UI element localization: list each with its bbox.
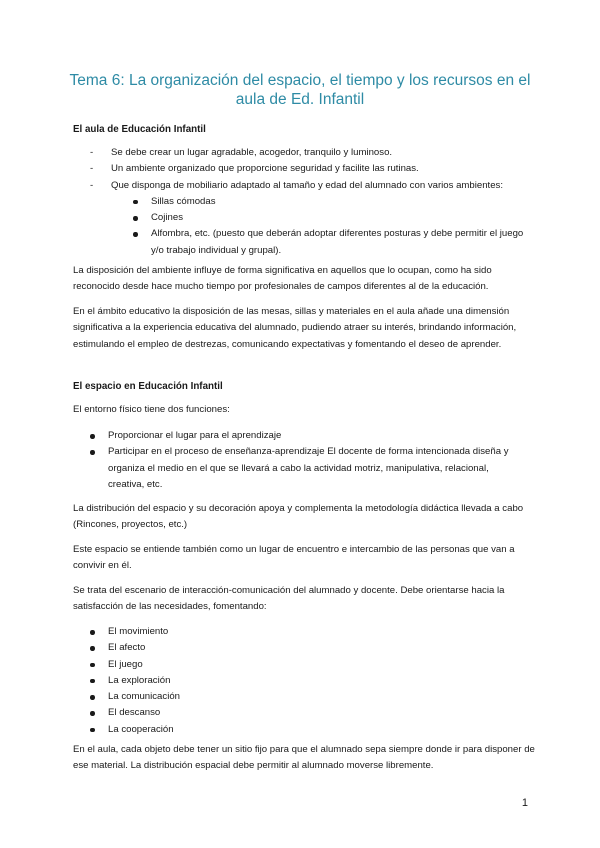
list-item: Proporcionar el lugar para el aprendizaje [90, 428, 520, 444]
page-title: Tema 6: La organización del espacio, el tiempo y los recursos en el aula de Ed. Infantil [69, 72, 531, 108]
list-item: Participar en el proceso de enseñanza-aprendizaje El docente de forma intencionada diseña y organiza el medio en el que se llevará a cabo la actividad motriz, manipulativa, relacional, creativa, etc. [90, 444, 520, 493]
page-number: 1 [521, 797, 528, 809]
furniture-sublist [133, 194, 530, 259]
paragraph: Se trata del escenario de interacción-comunicación del alumnado y docente. Debe orientarse hacia la satisfacción de las necesidades, fomentando: [73, 585, 505, 613]
list-item: La exploración [90, 673, 520, 689]
bullet-dot-icon [90, 728, 95, 733]
sub-list-item: Alfombra, etc. (puesto que deberán adoptar diferentes posturas y debe permitir el juego y/o trabajo individual y grupal). [133, 226, 530, 259]
bullet-dot-icon [90, 450, 95, 455]
list-item: El juego [90, 657, 520, 673]
dash-bullet: - [90, 147, 94, 158]
paragraph: En el aula, cada objeto debe tener un sitio fijo para que el alumnado sepa siempre donde ir para disponer de ese material. La distribución espacial debe permitir al alumnado moverse libremente. [73, 744, 535, 772]
bullet-dot-icon [90, 434, 95, 439]
bullet-dot-icon [90, 663, 95, 668]
paragraph: La disposición del ambiente influye de forma significativa en aquellos que lo ocupan, como ha sido reconocido desde hace mucho tiempo por profesionales de campos diferentes al de la educación. [73, 265, 492, 293]
functions-list [90, 428, 520, 493]
bullet-dot-icon [90, 695, 95, 700]
paragraph: En el ámbito educativo la disposición de las mesas, sillas y materiales en el aula añade una dimensión significativa a la experiencia educativa del alumnado, pudiendo atraer su interés, brindando información, estimulando el empleo de destrezas, comunicando expectativas y fomentando el deseo de aprender. [73, 306, 517, 350]
bullet-dot-icon [133, 232, 138, 237]
list-item: - Que disponga de mobiliario adaptado al tamaño y edad del alumnado con varios ambientes: Sillas cómodas Cojines Alfombra, etc. (puesto que deberán adoptar diferentes posturas y debe permitir el juego y/o trabajo individual y grupal). [90, 178, 530, 259]
sub-list-item: Cojines [133, 210, 530, 226]
bullet-dot-icon [90, 630, 95, 635]
list-item: El descanso [90, 705, 520, 721]
needs-list [90, 624, 520, 738]
paragraph: Este espacio se entiende también como un lugar de encuentro e intercambio de las personas que van a convivir en él. [73, 544, 515, 572]
list-item: - Un ambiente organizado que proporcione seguridad y facilite las rutinas. [90, 161, 530, 177]
aula-requirements-list [90, 145, 530, 259]
bullet-dot-icon [90, 679, 95, 684]
sub-list-item: Sillas cómodas [133, 194, 530, 210]
bullet-dot-icon [90, 711, 95, 716]
section-heading-aula: El aula de Educación Infantil [73, 124, 206, 135]
list-item: - Se debe crear un lugar agradable, acogedor, tranquilo y luminoso. [90, 145, 530, 161]
bullet-dot-icon [133, 216, 138, 221]
list-item: El movimiento [90, 624, 520, 640]
bullet-dot-icon [90, 646, 95, 651]
list-item: La cooperación [90, 722, 520, 738]
bullet-dot-icon [133, 200, 138, 205]
list-item: La comunicación [90, 689, 520, 705]
dash-bullet: - [90, 179, 94, 191]
section-heading-espacio: El espacio en Educación Infantil [73, 381, 223, 392]
paragraph: El entorno físico tiene dos funciones: [73, 404, 230, 415]
list-item: El afecto [90, 640, 520, 656]
paragraph: La distribución del espacio y su decoración apoya y complementa la metodología didáctica llevada a cabo (Rincones, proyectos, etc.) [73, 503, 524, 531]
dash-bullet: - [90, 163, 94, 175]
